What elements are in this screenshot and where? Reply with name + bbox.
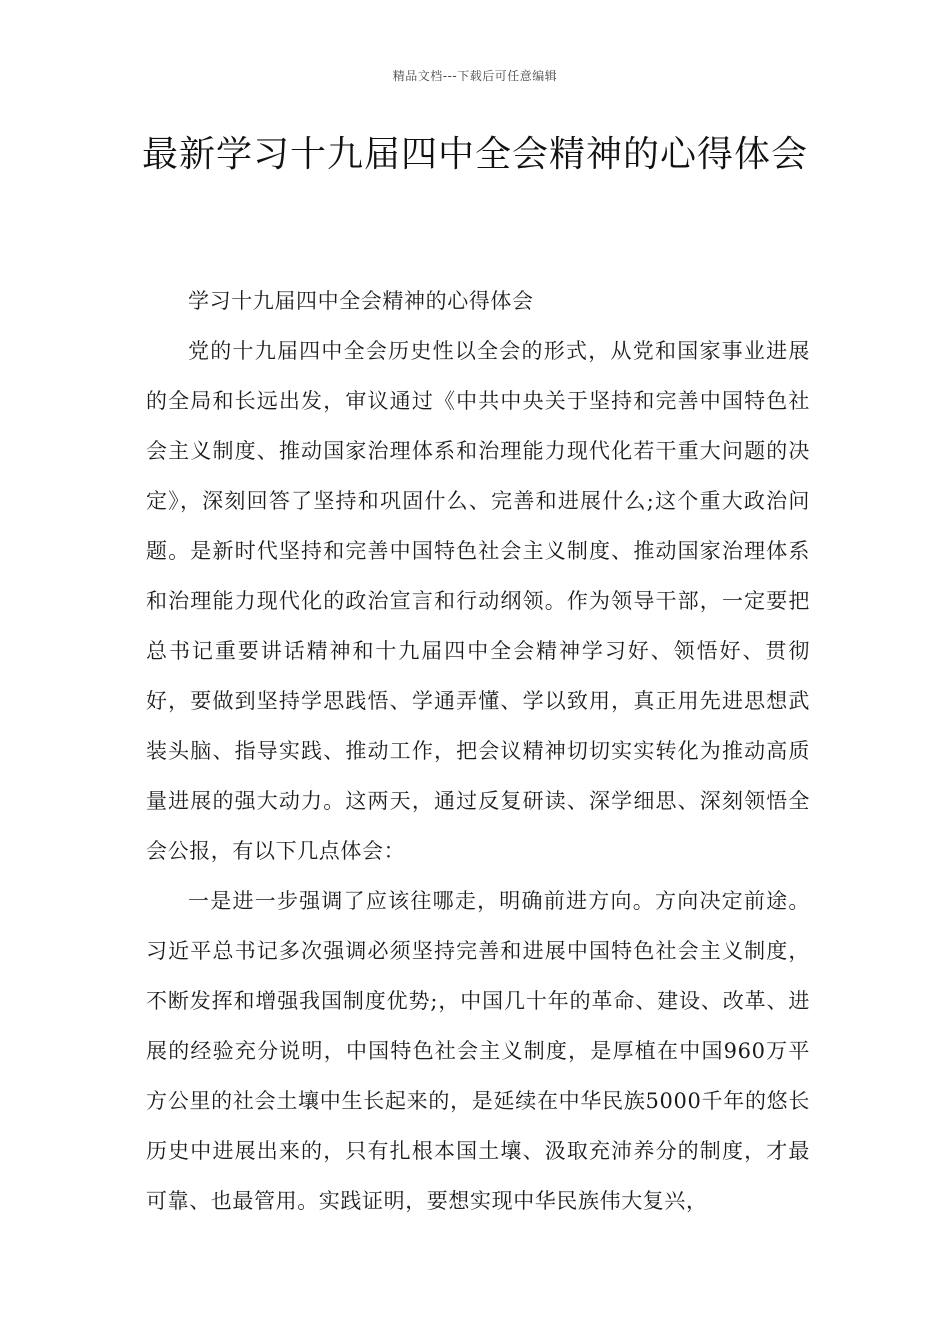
document-title: 最新学习十九届四中全会精神的心得体会: [141, 134, 808, 175]
header-note: 精品文档---下载后可任意编辑: [392, 69, 558, 83]
paragraph: 党的十九届四中全会历史性以全会的形式，从党和国家事业进展的全局和长远出发，审议通过《中共中央关于坚持和完善中国特色社会主义制度、推动国家治理体系和治理能力现代化若干重大问题的决定》，深刻回答了坚持和巩固什么、完善和进展什么;这个重大政治问题。是新时代坚持和完善中国特色社会主义制度、推动国家治理体系和治理能力现代化的政治宣言和行动纲领。作为领导干部，一定要把总书记重要讲话精神和十九届四中全会精神学习好、领悟好、贯彻好，要做到坚持学思践悟、学通弄懂、学以致用，真正用先进思想武装头脑、指导实践、推动工作，把会议精神切切实实转化为推动高质量进展的强大动力。这两天，通过反复研读、深学细思、深刻领悟全会公报，有以下几点体会：: [146, 339, 810, 863]
document-body: [146, 276, 810, 1226]
paragraph-subtitle: 学习十九届四中全会精神的心得体会: [188, 289, 534, 313]
paragraph: 一是进一步强调了应该往哪走，明确前进方向。方向决定前途。习近平总书记多次强调必须坚持完善和进展中国特色社会主义制度，不断发挥和增强我国制度优势;，中国几十年的革命、建设、改革、进展的经验充分说明，中国特色社会主义制度，是厚植在中国960万平方公里的社会土壤中生长起来的，是延续在中华民族5000千年的悠长历史中进展出来的，只有扎根本国土壤、汲取充沛养分的制度，才最可靠、也最管用。实践证明，要想实现中华民族伟大复兴，: [146, 889, 810, 1213]
